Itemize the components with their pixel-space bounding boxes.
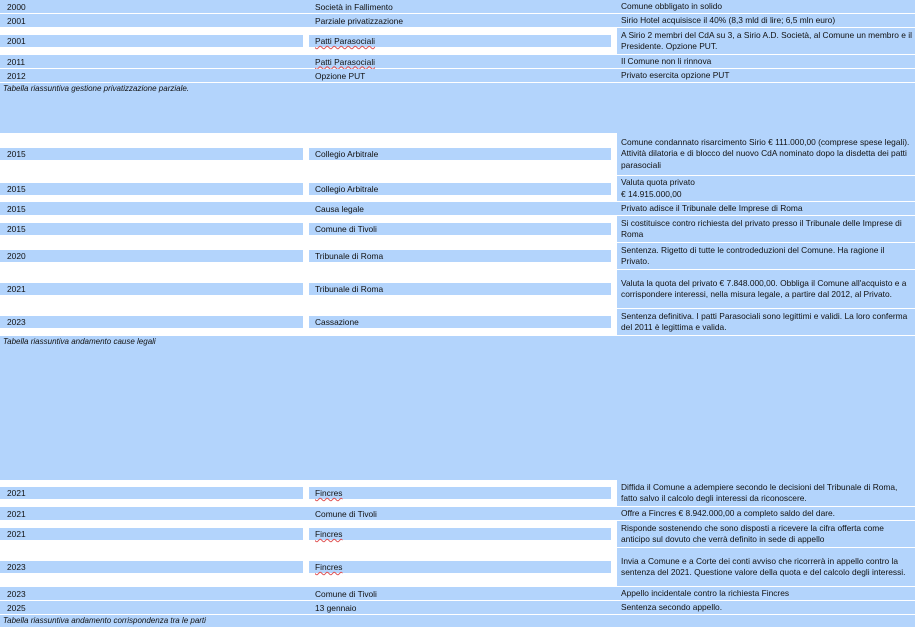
- table-privatizzazione: [0, 0, 915, 83]
- table-row: [0, 69, 915, 83]
- cell-note: Risponde sostenendo che sono disposti a ricevere la cifra offerta come anticipo sul dovuto che verrà definito in sede di appello: [617, 521, 915, 547]
- cell-note: Appello incidentale contro la richiesta Fincres: [621, 587, 790, 598]
- cell-year: 2021: [7, 488, 26, 498]
- table-row: [0, 587, 915, 601]
- cell-year: 2001: [7, 15, 26, 26]
- table-row: [0, 0, 915, 14]
- cell-note: Comune obbligato in solido: [621, 0, 723, 11]
- table-row: [0, 14, 915, 28]
- cell-year: 2023: [7, 562, 26, 572]
- cell-note: Sentenza. Rigetto di tutte le controdeduzioni del Comune. Ha ragione il Privato.: [617, 243, 915, 269]
- table-row: [0, 601, 915, 615]
- table-caption: Tabella riassuntiva andamento cause legali: [0, 336, 915, 348]
- cell-note: Si costituisce contro richiesta del privato presso il Tribunale delle Imprese di Roma: [617, 216, 915, 242]
- cell-note: Privato adisce il Tribunale delle Imprese di Roma: [621, 202, 803, 213]
- cell-subject: Società in Fallimento: [315, 1, 393, 12]
- cell-note: Diffida il Comune a adempiere secondo le decisioni del Tribunale di Roma, fatto salvo il calcolo degli interessi da riconoscere.: [617, 480, 915, 506]
- cell-year: 2015: [7, 203, 26, 214]
- table-row: [0, 270, 915, 309]
- table-row: [0, 521, 915, 548]
- table-row: [0, 480, 915, 507]
- table-caption: Tabella riassuntiva andamento corrispondenza tra le parti: [0, 615, 915, 627]
- cell-subject: Opzione PUT: [315, 70, 366, 81]
- table-row: [0, 548, 915, 587]
- cell-year: 2001: [7, 36, 26, 46]
- cell-subject: Comune di Tivoli: [315, 224, 377, 234]
- cell-subject: Parziale privatizzazione: [315, 15, 403, 26]
- cell-note: Valuta la quota del privato € 7.848.000,00. Obbliga il Comune all'acquisto e a corrispondere interessi, nella misura legale, a partire dal 2012, al Privato.: [617, 270, 915, 308]
- cell-note: A Sirio 2 membri del CdA su 3, a Sirio A.D. Società, al Comune un membro e il Presidente. Opzione PUT.: [617, 28, 915, 54]
- table-caption: Tabella riassuntiva gestione privatizzazione parziale.: [0, 83, 915, 95]
- cell-year: 2015: [7, 149, 26, 159]
- cell-note: Sirio Hotel acquisisce il 40% (8,3 mld di lire; 6,5 mln euro): [621, 14, 836, 25]
- cell-year: 2015: [7, 224, 26, 234]
- cell-year: 2015: [7, 183, 26, 194]
- table-row: [0, 133, 915, 176]
- cell-year: 2023: [7, 588, 26, 599]
- cell-note: Valuta quota privato € 14.915.000,00: [617, 176, 915, 201]
- cell-year: 2011: [7, 56, 26, 67]
- cell-year: 2000: [7, 1, 26, 12]
- cell-subject: Comune di Tivoli: [315, 588, 377, 599]
- table-row: [0, 216, 915, 243]
- table-row: [0, 507, 915, 521]
- cell-subject: Fincres: [315, 529, 343, 539]
- table-row: [0, 55, 915, 69]
- cell-year: 2012: [7, 70, 26, 81]
- cell-subject: Collegio Arbitrale: [315, 149, 379, 159]
- table-row: [0, 176, 915, 202]
- cell-note: Privato esercita opzione PUT: [621, 69, 730, 80]
- cell-note: Sentenza secondo appello.: [621, 601, 723, 612]
- cell-subject: Collegio Arbitrale: [315, 183, 379, 194]
- cell-note: Il Comune non li rinnova: [621, 55, 712, 66]
- spacer: [0, 95, 915, 133]
- cell-subject: Causa legale: [315, 203, 364, 214]
- cell-year: 2023: [7, 317, 26, 327]
- cell-note: Invia a Comune e a Corte dei conti avviso che ricorrerà in appello contro la sentenza del 2021. Questione valore della quota e del calcolo degli interessi.: [617, 548, 915, 586]
- cell-note: Offre a Fincres € 8.942.000,00 a completo saldo del dare.: [621, 507, 836, 518]
- cell-subject: Patti Parasociali: [315, 36, 376, 46]
- table-row: [0, 28, 915, 55]
- cell-subject: Tribunale di Roma: [315, 284, 384, 294]
- cell-year: 2020: [7, 251, 26, 261]
- spacer: [0, 348, 915, 480]
- cell-subject: Tribunale di Roma: [315, 251, 384, 261]
- cell-year: 2025: [7, 602, 26, 613]
- cell-subject: Comune di Tivoli: [315, 508, 377, 519]
- cell-subject: Fincres: [315, 562, 343, 572]
- cell-subject: Fincres: [315, 488, 343, 498]
- table-cause-legali: [0, 133, 915, 336]
- table-row: [0, 309, 915, 336]
- cell-note: Comune condannato risarcimento Sirio € 111.000,00 (comprese spese legali). Attività dilatoria e di blocco del nuovo CdA nominato dopo la disdetta dei patti parasociali: [617, 133, 915, 175]
- cell-year: 2021: [7, 508, 26, 519]
- cell-subject: 13 gennaio: [315, 602, 357, 613]
- cell-year: 2021: [7, 529, 26, 539]
- cell-subject: Patti Parasociali: [315, 56, 376, 67]
- table-corrispondenza: [0, 480, 915, 615]
- table-row: [0, 243, 915, 270]
- cell-year: 2021: [7, 284, 26, 294]
- cell-subject: Cassazione: [315, 317, 359, 327]
- table-row: [0, 202, 915, 216]
- cell-note: Sentenza definitiva. I patti Parasociali sono legittimi e validi. La loro conferma del 2011 è legittima e valida.: [617, 309, 915, 335]
